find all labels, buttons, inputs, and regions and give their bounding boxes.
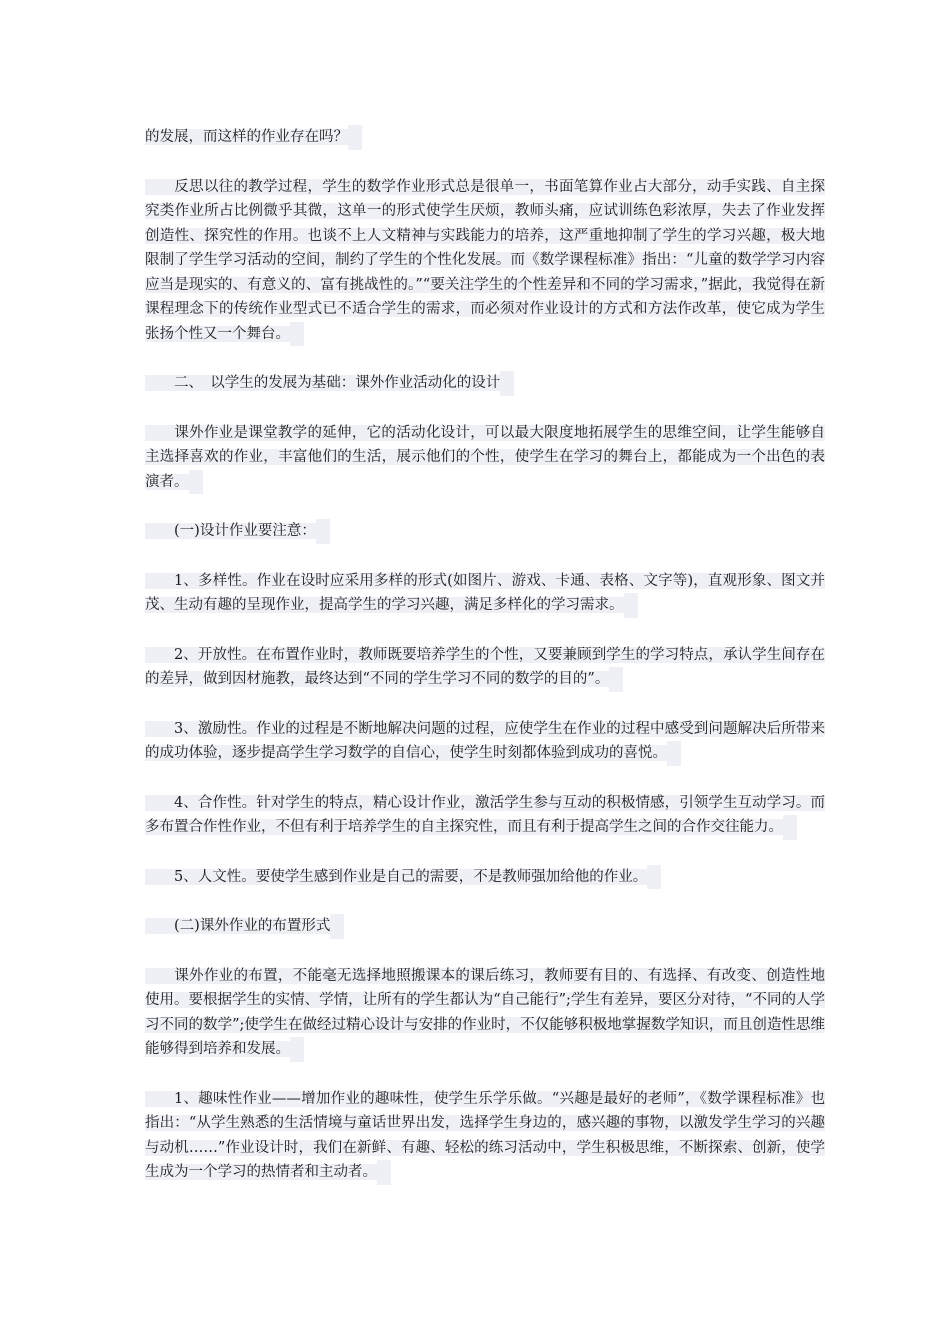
paragraph-8 [145,791,825,840]
paragraph-text: 课外作业的布置，不能毫无选择地照搬课本的课后练习，教师要有目的、有选择、有改变、创造性地使用。要根据学生的实情、学情，让所有的学生都认为“自己能行”;学生有差异，要区分对待，“不同的人学习不同的数学”;使学生在做经过精心设计与安排的作业时，不仅能够积极地掌握数学知识，而且创造性思维能够得到培养和发展。 [145,967,825,1057]
subheading-10 [145,914,825,939]
paragraph-11 [145,964,825,1062]
trailing-space [783,815,797,840]
trailing-space [647,865,661,890]
paragraph-text: 的发展，而这样的作业存在吗？ [145,129,348,145]
paragraph-5 [145,569,825,618]
trailing-space [316,519,330,544]
trailing-space [624,593,638,618]
paragraph-7 [145,717,825,766]
subheading-4 [145,519,825,544]
paragraph-text: 4、合作性。针对学生的特点，精心设计作业，激活学生参与互动的积极情感，引领学生互动学习。而多布置合作性作业，不但有利于培养学生的自主探究性，而且有利于提高学生之间的合作交往能力。 [145,794,825,835]
paragraph-3 [145,421,825,495]
paragraph-1 [145,175,825,347]
document-page [145,125,825,1210]
paragraph-text: 3、激励性。作业的过程是不断地解决问题的过程，应使学生在作业的过程中感受到问题解决后所带来的成功体验，逐步提高学生学习数学的自信心，使学生时刻都体验到成功的喜悦。 [145,720,825,761]
section-heading-2 [145,371,825,396]
paragraph-text: 1、趣味性作业——增加作业的趣味性，使学生乐学乐做。“兴趣是最好的老师”，《数学课程标准》也指出：“从学生熟悉的生活情境与童话世界出发，选择学生身边的，感兴趣的事物，以激发学生学习的兴趣与动机……”作业设计时，我们在新鲜、有趣、轻松的练习活动中，学生积极思维，不断探索、创新，使学生成为一个学习的热情者和主动者。 [145,1090,825,1180]
paragraph-text: 2、开放性。在布置作业时，教师既要培养学生的个性，又要兼顾到学生的学习特点，承认学生间存在的差异，做到因材施教，最终达到“不同的学生学习不同的数学的目的”。 [145,646,825,687]
paragraph-text: (二)课外作业的布置形式 [145,918,330,934]
paragraph-text: 反思以往的教学过程，学生的数学作业形式总是很单一，书面笔算作业占大部分，动手实践、自主探究类作业所占比例微乎其微，这单一的形式使学生厌烦，教师头痛，应试训练色彩浓厚，失去了作业发挥创造性、探究性的作用。也谈不上人文精神与实践能力的培养，这严重地抑制了学生的学习兴趣，极大地限制了学生学习活动的空间，制约了学生的个性化发展。而《数学课程标准》指出：“儿童的数学学习内容应当是现实的、有意义的、富有挑战性的。”“要关注学生的个性差异和不同的学习需求，”据此，我觉得在新课程理念下的传统作业型式已不适合学生的需求，而必须对作业设计的方式和方法作改革，使它成为学生张扬个性又一个舞台。 [145,178,825,342]
paragraph-0 [145,125,825,150]
paragraph-text: (一)设计作业要注意： [145,523,316,539]
trailing-space [290,1037,304,1062]
trailing-space [189,470,203,495]
paragraph-9 [145,865,825,890]
trailing-space [290,322,304,347]
paragraph-text: 1、多样性。作业在设时应采用多样的形式(如图片、游戏、卡通、表格、文字等)，直观形象、图文并茂、生动有趣的呈现作业，提高学生的学习兴趣，满足多样化的学习需求。 [145,572,825,613]
paragraph-text: 二、 以学生的发展为基础：课外作业活动化的设计 [145,375,500,391]
trailing-space [609,667,623,692]
paragraph-text: 5、人文性。要使学生感到作业是自己的需要，不是教师强加给他的作业。 [145,869,647,885]
paragraph-6 [145,643,825,692]
paragraph-12 [145,1087,825,1185]
trailing-space [330,914,344,939]
trailing-space [667,741,681,766]
trailing-space [348,125,362,150]
paragraph-text: 课外作业是课堂教学的延伸，它的活动化设计，可以最大限度地拓展学生的思维空间，让学生能够自主选择喜欢的作业，丰富他们的生活，展示他们的个性，使学生在学习的舞台上，都能成为一个出色的表演者。 [145,424,825,490]
trailing-space [500,371,514,396]
trailing-space [377,1160,391,1185]
